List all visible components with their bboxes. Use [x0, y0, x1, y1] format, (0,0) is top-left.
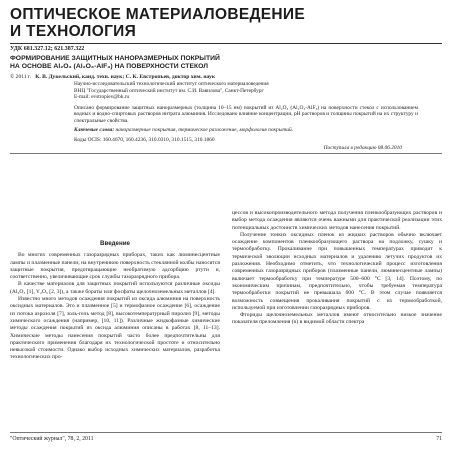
- right-paragraph-1: цессов и высокопроизводительного метода получения пленкообразующих растворов и выбор метода осаждения являются очень важными для практической реализации этих потенциальных достоинств химических методов нанесения покрытий.: [232, 210, 442, 231]
- article-title-line1: ФОРМИРОВАНИЕ ЗАЩИТНЫХ НАНОРАЗМЕРНЫХ ПОКРЫТИЙ: [10, 55, 220, 62]
- keywords: [74, 127, 418, 134]
- section-title-line2: И ТЕХНОЛОГИЯ: [10, 23, 137, 40]
- right-column: [232, 210, 442, 362]
- authors-line: [10, 74, 442, 81]
- article-title: [10, 55, 442, 71]
- header-divider: [10, 153, 442, 154]
- affiliation-line1: Научно-исследовательский технологический институт оптического материаловедения: [74, 81, 269, 87]
- keywords-label: Ключевые слова:: [74, 127, 115, 134]
- udk-code: УДК 681.327.12; 621.387.322: [10, 46, 85, 52]
- left-column: [10, 210, 220, 362]
- page-footer: [10, 436, 442, 442]
- left-paragraph-3: Известно много методов осаждения покрытий из оксида алюминия на поверхность оксидных материалов. Это и плазменное [5] и термофазное осаждение [6], осаждение из потока аэрозоля [7], золь-гель метод [8], высокотемпературный пиролиз [9], методы химического осаждения (например, [10, 11]). Различные жидкофазные химические методы осаждения покрытий из оксида алюминия описаны в работах [8, 11–13]. Химические методы нанесения покрытий часто более предпочтительны для практического применения благодаря их технологической простоте и относительно невысокой стоимости. Однако выбор исходных химических материалов, разработка технологических про-: [10, 296, 220, 361]
- journal-citation: "Оптический журнал", 78, 2, 2011: [10, 436, 94, 442]
- received-date: Поступила в редакцию 08.06.2010: [323, 144, 402, 151]
- affiliation-line2: ВНЦ "Государственный оптический институт им. С.И. Вавилова", Санкт-Петербург: [74, 87, 264, 94]
- left-paragraph-2: В качестве материалов для защитных покрытий используются различные оксиды (Al₂O₃ [1], Y₂O₃ [2, 3]), а также бораты или фосфаты щелочноземельных металлов [4].: [10, 281, 220, 295]
- ocis-codes: Коды OCIS: 160.4670, 160.4236, 310.0310, 310.1515, 310.1860: [74, 136, 215, 143]
- article-header: [10, 6, 442, 154]
- abstract: Описано формирование защитных наноразмерных (толщина 10–15 нм) покрытий из Al₂O₃ (Al₂O₃-AlF₃) на поверхности стекол с использованием водных и водно-спиртовых растворов нитрата алюминия. Исследовано влияние концентрации, pH растворов и толщины покрытий на их структуру и спектральные свойства.: [74, 104, 418, 124]
- page-number: 71: [436, 436, 442, 442]
- intro-heading: Введение: [100, 240, 130, 247]
- article-body: [10, 210, 442, 362]
- left-paragraph-1: Во многих современных газоразрядных приборах, таких как люминесцентные лампы и плазменные панели, на внутреннюю поверхность стеклянной колбы наносятся защитные покрытия, предотвращающие необратимую адсорбцию ртути и, соответственно, увеличивающие срок службы газоразрядного прибора.: [10, 252, 220, 281]
- article-title-line2: НА ОСНОВЕ Al₂O₃ (Al₂O₃-AlF₃) НА ПОВЕРХНОСТИ СТЕКОЛ: [10, 63, 209, 70]
- header-rule: [10, 43, 442, 44]
- right-paragraph-3: Фториды щелочноземельных металлов имеют относительно низкое значение показателя преломления (n) в видимой области спектра: [232, 312, 442, 326]
- copyright: © 2011 г.: [10, 74, 32, 80]
- keywords-text: наноразмерные покрытия, термическое разложение, морфология покрытий.: [115, 127, 294, 134]
- right-paragraph-2: Получение тонких оксидных пленок из жидких растворов обычно включает осаждение компонентов пленкообразующего раствора на подложку, сушку и термообработку. Прокаливание при повышенных температурах приводит к термической эволюции исходных материалов и удалению летучих продуктов их разложения. Необходимо отметить, что технологический процесс изготовления современных газоразрядных приборов (плазменные панели, люминесцентные лампы) включает термообработку при температуре 500–600 °С [3, 14]. Поэтому, по экономическим причинам, предпочтительно, чтобы требуемая температура термообработки покрытий не превышала 600 °С. В этом случае появляется возможность совмещения прокаливания покрытий с их термообработкой, используемой при изготовлении газоразрядных приборов.: [232, 231, 442, 311]
- email: E-mail: evstropiev@bk.ru: [74, 94, 130, 100]
- footer-rule: [10, 432, 442, 433]
- section-title-line1: ОПТИЧЕСКОЕ МАТЕРИАЛОВЕДЕНИЕ: [10, 6, 306, 23]
- authors: К. В. Дукельский, канд. техн. наук; С. К. Евстропьев, доктор хим. наук: [35, 74, 216, 80]
